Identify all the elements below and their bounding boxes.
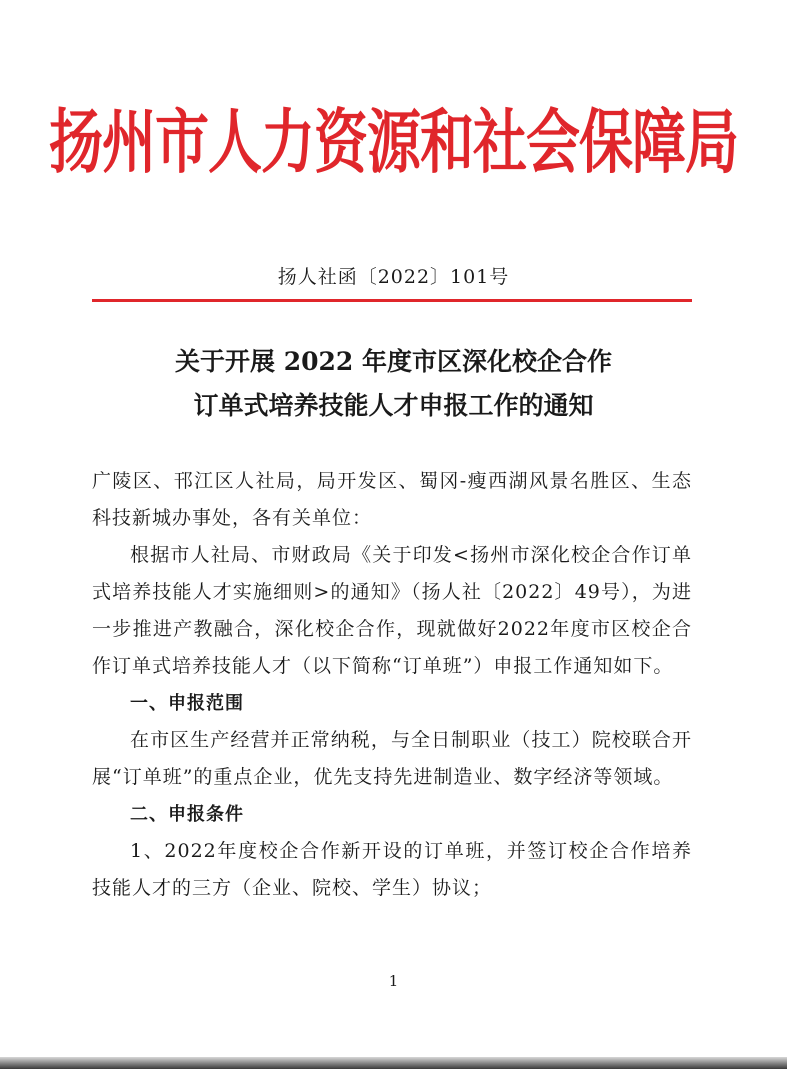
notice-title-line-2: 订单式培养技能人才申报工作的通知 xyxy=(193,391,594,420)
section-1-heading: 一、申报范围 xyxy=(130,693,244,714)
notice-title-line-1: 关于开展 2022 年度市区深化校企合作 xyxy=(175,347,612,376)
section-1-paragraph: 在市区生产经营并正常纳税，与全日制职业（技工）院校联合开展“订单班”的重点企业，优先支持先进制造业、数字经济等领域。 xyxy=(92,729,692,788)
section-2-item-1: 1、2022年度校企合作新开设的订单班，并签订校企合作培养技能人才的三方（企业、院校、学生）协议； xyxy=(92,840,692,899)
notice-title xyxy=(0,340,787,428)
scan-edge-shadow xyxy=(0,1057,787,1069)
section-2-heading: 二、申报条件 xyxy=(130,804,244,825)
issuing-organization-title: 扬州市人力资源和社会保障局 xyxy=(49,102,738,183)
document-number: 扬人社函〔2022〕101号 xyxy=(277,266,510,288)
addressee-paragraph: 广陵区、邗江区人社局，局开发区、蜀冈-瘦西湖风景名胜区、生态科技新城办事处，各有关单位： xyxy=(92,470,692,529)
red-divider-line xyxy=(92,299,692,302)
intro-paragraph: 根据市人社局、市财政局《关于印发<扬州市深化校企合作订单式培养技能人才实施细则>的通知》（扬人社〔2022〕49号），为进一步推进产教融合，深化校企合作，现就做好2022年度市区校企合作订单式培养技能人才（以下简称“订单班”）申报工作通知如下。 xyxy=(92,544,692,677)
notice-body xyxy=(92,463,692,907)
page-number: 1 xyxy=(388,972,399,990)
